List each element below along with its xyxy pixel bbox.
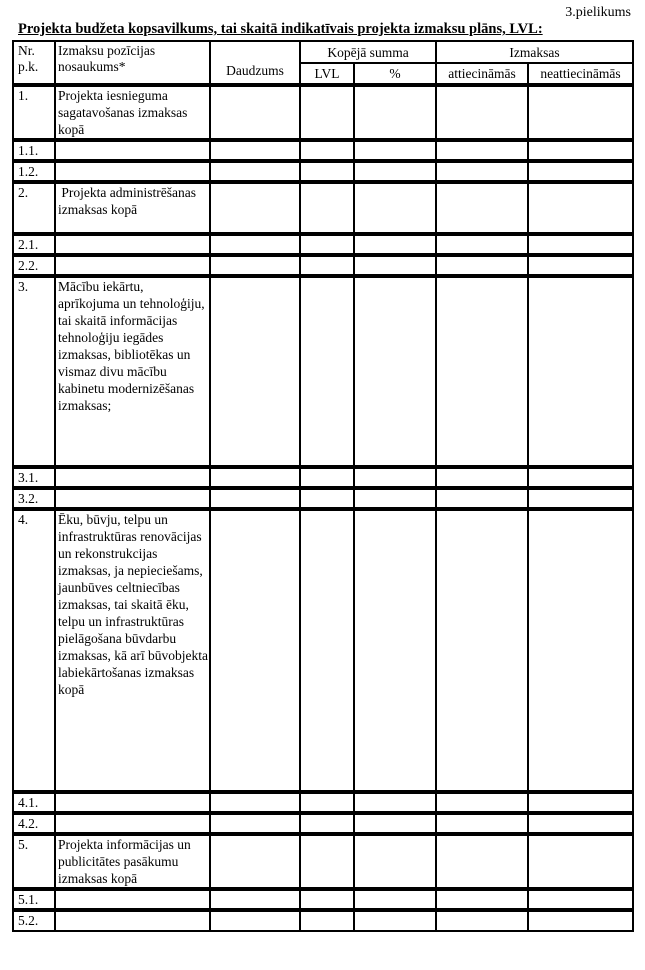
- cell-ineligible[interactable]: [528, 792, 633, 813]
- cell-lvl[interactable]: [300, 234, 354, 255]
- cell-percent[interactable]: [354, 792, 436, 813]
- appendix-label: 3.pielikums: [565, 5, 631, 20]
- table-row: [13, 889, 633, 910]
- row-number: 5.1.: [13, 889, 55, 910]
- cell-quantity[interactable]: [210, 467, 300, 488]
- row-name: [55, 813, 210, 834]
- cell-eligible[interactable]: [436, 276, 528, 467]
- cell-percent[interactable]: [354, 889, 436, 910]
- cell-ineligible[interactable]: [528, 834, 633, 889]
- cell-eligible[interactable]: [436, 234, 528, 255]
- table-row: [13, 161, 633, 182]
- row-name: [55, 910, 210, 931]
- row-name: [55, 234, 210, 255]
- cell-eligible[interactable]: [436, 509, 528, 792]
- cell-ineligible[interactable]: [528, 161, 633, 182]
- cell-percent[interactable]: [354, 161, 436, 182]
- cell-quantity[interactable]: [210, 488, 300, 509]
- row-name: Projekta iesnieguma sagatavošanas izmaksas kopā: [55, 85, 210, 140]
- table-row: [13, 85, 633, 140]
- cell-eligible[interactable]: [436, 255, 528, 276]
- table-row: [13, 467, 633, 488]
- cell-ineligible[interactable]: [528, 509, 633, 792]
- cell-ineligible[interactable]: [528, 234, 633, 255]
- header-percent: %: [354, 63, 436, 85]
- cell-ineligible[interactable]: [528, 467, 633, 488]
- table-row: [13, 792, 633, 813]
- cell-lvl[interactable]: [300, 255, 354, 276]
- cell-quantity[interactable]: [210, 140, 300, 161]
- cell-quantity[interactable]: [210, 182, 300, 234]
- row-number: 4.1.: [13, 792, 55, 813]
- row-name: Ēku, būvju, telpu un infrastruktūras renovācijas un rekonstrukcijas izmaksas, ja nepieciešams, jaunbūves celtniecības izmaksas, tai skaitā ēku, telpu un infrastruktūras pielāgošana būvdarbu izmaksas, kā arī būvobjekta labiekārtošanas izmaksas kopā: [55, 509, 210, 792]
- cell-quantity[interactable]: [210, 813, 300, 834]
- header-total: Kopējā summa: [300, 41, 436, 63]
- cell-quantity[interactable]: [210, 85, 300, 140]
- row-name: Projekta informācijas un publicitātes pasākumu izmaksas kopā: [55, 834, 210, 889]
- row-name: [55, 792, 210, 813]
- header-eligible: attiecināmās: [436, 63, 528, 85]
- row-name: [55, 889, 210, 910]
- cell-quantity[interactable]: [210, 276, 300, 467]
- table-row: [13, 182, 633, 234]
- row-number: 1.: [13, 85, 55, 140]
- row-name: Mācību iekārtu, aprīkojuma un tehnoloģiju, tai skaitā informācijas tehnoloģiju iegādes izmaksas, bibliotēkas un vismaz divu mācību kabinetu modernizēšanas izmaksas;: [55, 276, 210, 467]
- cell-lvl[interactable]: [300, 792, 354, 813]
- row-name: [55, 255, 210, 276]
- cell-lvl[interactable]: [300, 182, 354, 234]
- cell-lvl[interactable]: [300, 488, 354, 509]
- header-quantity: Daudzums: [210, 41, 300, 85]
- document-title: Projekta budžeta kopsavilkums, tai skaitā indikatīvais projekta izmaksu plāns, LVL:: [18, 21, 543, 37]
- cell-ineligible[interactable]: [528, 182, 633, 234]
- row-name: [55, 140, 210, 161]
- table-row: [13, 234, 633, 255]
- cell-percent[interactable]: [354, 276, 436, 467]
- table-row: [13, 910, 633, 931]
- cell-ineligible[interactable]: [528, 488, 633, 509]
- cell-ineligible[interactable]: [528, 813, 633, 834]
- table-row: [13, 255, 633, 276]
- cell-quantity[interactable]: [210, 910, 300, 931]
- row-number: 4.: [13, 509, 55, 792]
- cell-eligible[interactable]: [436, 85, 528, 140]
- row-number: 4.2.: [13, 813, 55, 834]
- table-row: [13, 813, 633, 834]
- cell-quantity[interactable]: [210, 792, 300, 813]
- cell-lvl[interactable]: [300, 276, 354, 467]
- budget-table: [12, 40, 634, 932]
- cell-percent[interactable]: [354, 85, 436, 140]
- cell-quantity[interactable]: [210, 161, 300, 182]
- cell-eligible[interactable]: [436, 161, 528, 182]
- row-number: 5.2.: [13, 910, 55, 931]
- cell-eligible[interactable]: [436, 889, 528, 910]
- cell-lvl[interactable]: [300, 85, 354, 140]
- row-number: 3.: [13, 276, 55, 467]
- cell-quantity[interactable]: [210, 834, 300, 889]
- cell-ineligible[interactable]: [528, 140, 633, 161]
- table-row: [13, 488, 633, 509]
- cell-eligible[interactable]: [436, 140, 528, 161]
- row-name: [55, 161, 210, 182]
- cell-lvl[interactable]: [300, 509, 354, 792]
- cell-eligible[interactable]: [436, 792, 528, 813]
- table-row: [13, 140, 633, 161]
- cell-quantity[interactable]: [210, 234, 300, 255]
- cell-percent[interactable]: [354, 255, 436, 276]
- cell-lvl[interactable]: [300, 889, 354, 910]
- cell-lvl[interactable]: [300, 467, 354, 488]
- cell-lvl[interactable]: [300, 910, 354, 931]
- row-number: 1.1.: [13, 140, 55, 161]
- cell-percent[interactable]: [354, 467, 436, 488]
- row-name: Projekta administrēšanas izmaksas kopā: [55, 182, 210, 234]
- cell-eligible[interactable]: [436, 182, 528, 234]
- cell-ineligible[interactable]: [528, 910, 633, 931]
- header-lvl: LVL: [300, 63, 354, 85]
- cell-percent[interactable]: [354, 813, 436, 834]
- cell-percent[interactable]: [354, 182, 436, 234]
- cell-percent[interactable]: [354, 234, 436, 255]
- cell-ineligible[interactable]: [528, 276, 633, 467]
- row-number: 2.1.: [13, 234, 55, 255]
- row-number: 1.2.: [13, 161, 55, 182]
- header-name: Izmaksu pozīcijas nosaukums*: [55, 41, 210, 85]
- cell-eligible[interactable]: [436, 910, 528, 931]
- cell-eligible[interactable]: [436, 834, 528, 889]
- cell-percent[interactable]: [354, 140, 436, 161]
- cell-quantity[interactable]: [210, 889, 300, 910]
- cell-eligible[interactable]: [436, 813, 528, 834]
- cell-percent[interactable]: [354, 488, 436, 509]
- row-name: [55, 488, 210, 509]
- cell-lvl[interactable]: [300, 161, 354, 182]
- table-row: [13, 509, 633, 792]
- cell-lvl[interactable]: [300, 834, 354, 889]
- row-number: 3.2.: [13, 488, 55, 509]
- cell-ineligible[interactable]: [528, 85, 633, 140]
- row-number: 5.: [13, 834, 55, 889]
- cell-lvl[interactable]: [300, 813, 354, 834]
- header-nr: Nr. p.k.: [13, 41, 55, 85]
- cell-percent[interactable]: [354, 910, 436, 931]
- row-number: 2.2.: [13, 255, 55, 276]
- cell-lvl[interactable]: [300, 140, 354, 161]
- table-row: [13, 276, 633, 467]
- cell-quantity[interactable]: [210, 509, 300, 792]
- row-number: 3.1.: [13, 467, 55, 488]
- header-ineligible: neattiecināmās: [528, 63, 633, 85]
- table-row: [13, 834, 633, 889]
- cell-eligible[interactable]: [436, 488, 528, 509]
- header-costs: Izmaksas: [436, 41, 633, 63]
- row-number: 2.: [13, 182, 55, 234]
- cell-ineligible[interactable]: [528, 889, 633, 910]
- cell-eligible[interactable]: [436, 467, 528, 488]
- cell-percent[interactable]: [354, 834, 436, 889]
- cell-ineligible[interactable]: [528, 255, 633, 276]
- cell-quantity[interactable]: [210, 255, 300, 276]
- row-name: [55, 467, 210, 488]
- cell-percent[interactable]: [354, 509, 436, 792]
